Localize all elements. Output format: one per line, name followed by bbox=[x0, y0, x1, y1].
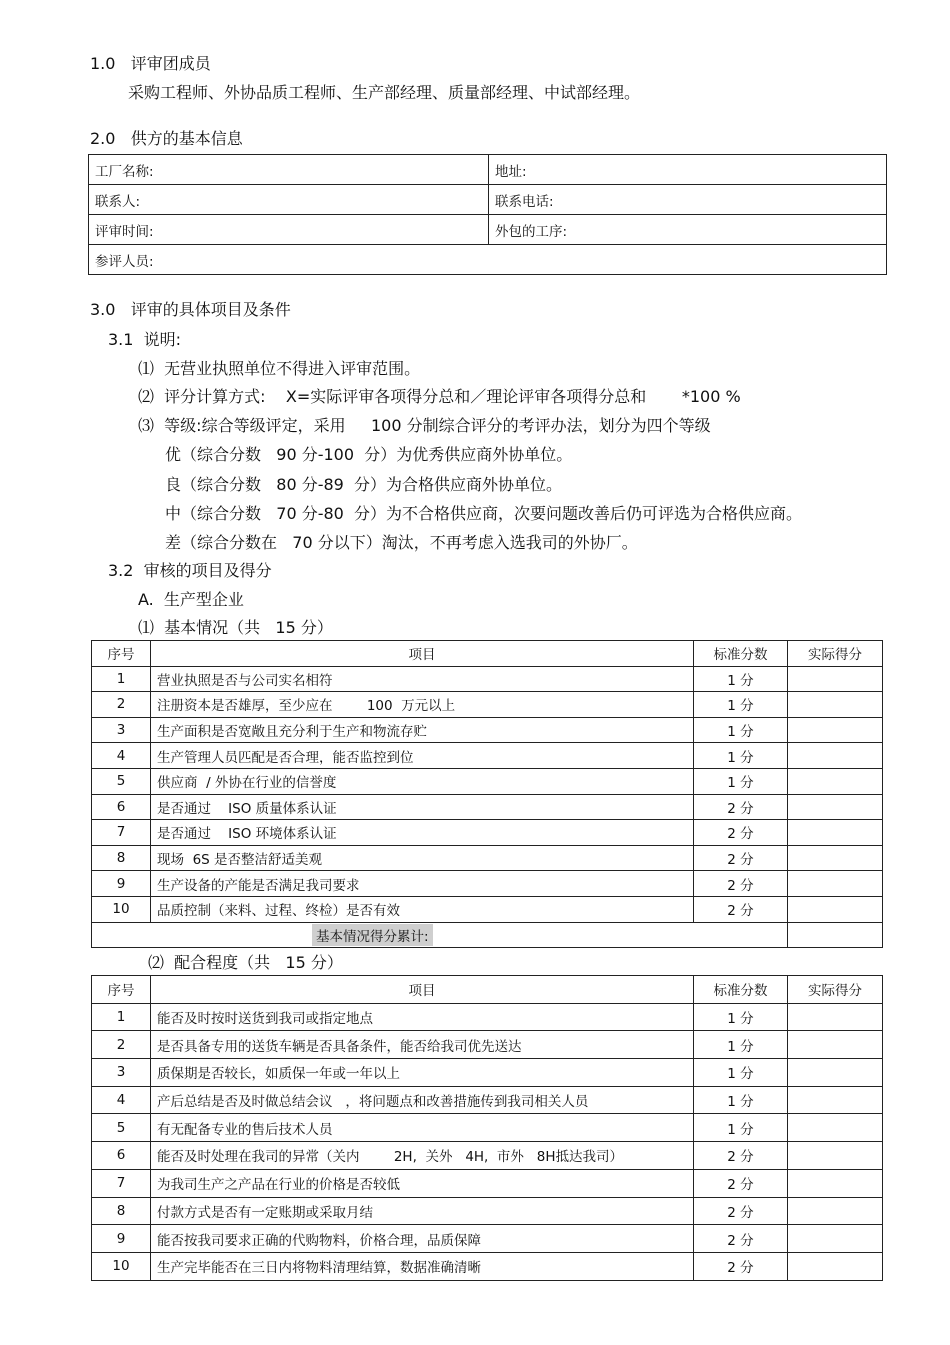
row-actual-score-cell[interactable] bbox=[788, 666, 883, 692]
row-standard-score: 1 分 bbox=[694, 717, 788, 743]
contact-person-field[interactable]: 联系人: bbox=[89, 185, 489, 215]
row-actual-score-cell[interactable] bbox=[788, 743, 883, 769]
row-standard-score: 1 分 bbox=[694, 1003, 788, 1031]
row-no: 6 bbox=[92, 1142, 151, 1170]
table-row bbox=[92, 666, 883, 692]
section-3-2-heading: 3.2 审核的项目及得分 bbox=[108, 561, 272, 580]
row-actual-score-cell[interactable] bbox=[788, 820, 883, 846]
row-standard-score: 1 分 bbox=[694, 1086, 788, 1114]
row-standard-score: 2 分 bbox=[694, 794, 788, 820]
row-item: 供应商 / 外协在行业的信誉度 bbox=[151, 768, 694, 794]
row-no: 8 bbox=[92, 1197, 151, 1225]
row-actual-score-cell[interactable] bbox=[788, 1003, 883, 1031]
row-standard-score: 1 分 bbox=[694, 768, 788, 794]
table-row bbox=[92, 845, 883, 871]
row-no: 9 bbox=[92, 871, 151, 897]
review-time-field[interactable]: 评审时间: bbox=[89, 215, 489, 245]
table-header-row bbox=[92, 976, 883, 1004]
participants-field[interactable]: 参评人员: bbox=[89, 245, 887, 275]
subtotal-label: 基本情况得分累计: bbox=[312, 924, 433, 946]
table-row bbox=[92, 794, 883, 820]
row-actual-score-cell[interactable] bbox=[788, 768, 883, 794]
category-a-heading: A. 生产型企业 bbox=[138, 590, 244, 609]
row-no: 2 bbox=[92, 692, 151, 718]
row-item: 付款方式是否有一定账期或采取月结 bbox=[151, 1197, 694, 1225]
section-1-heading: 1.0 评审团成员 bbox=[90, 54, 211, 73]
section-3-heading: 3.0 评审的具体项目及条件 bbox=[90, 300, 291, 319]
table-header-row bbox=[92, 641, 883, 667]
row-no: 7 bbox=[92, 820, 151, 846]
row-no: 1 bbox=[92, 1003, 151, 1031]
note-3-grades: ⑶ 等级:综合等级评定，采用 100 分制综合评分的考评办法，划分为四个等级 bbox=[138, 416, 711, 435]
row-item: 品质控制（来料、过程、终检）是否有效 bbox=[151, 896, 694, 922]
row-no: 3 bbox=[92, 717, 151, 743]
row-actual-score-cell[interactable] bbox=[788, 1225, 883, 1253]
row-no: 4 bbox=[92, 743, 151, 769]
row-no: 5 bbox=[92, 1114, 151, 1142]
row-no: 10 bbox=[92, 896, 151, 922]
table-row bbox=[92, 1142, 883, 1170]
header-item: 项目 bbox=[151, 641, 694, 667]
row-standard-score: 2 分 bbox=[694, 871, 788, 897]
header-no: 序号 bbox=[92, 641, 151, 667]
row-actual-score-cell[interactable] bbox=[788, 1169, 883, 1197]
table-2-title: ⑵ 配合程度（共 15 分） bbox=[148, 953, 343, 972]
row-actual-score-cell[interactable] bbox=[788, 1059, 883, 1087]
row-item: 为我司生产之产品在行业的价格是否较低 bbox=[151, 1169, 694, 1197]
row-actual-score-cell[interactable] bbox=[788, 1252, 883, 1280]
row-item: 是否通过 ISO 质量体系认证 bbox=[151, 794, 694, 820]
row-no: 3 bbox=[92, 1059, 151, 1087]
row-actual-score-cell[interactable] bbox=[788, 1086, 883, 1114]
table-row bbox=[92, 820, 883, 846]
row-item: 质保期是否较长，如质保一年或一年以上 bbox=[151, 1059, 694, 1087]
row-item: 生产设备的产能是否满足我司要求 bbox=[151, 871, 694, 897]
row-actual-score-cell[interactable] bbox=[788, 1142, 883, 1170]
row-item: 是否通过 ISO 环境体系认证 bbox=[151, 820, 694, 846]
table-row bbox=[92, 1114, 883, 1142]
header-actual-score: 实际得分 bbox=[788, 641, 883, 667]
table-row bbox=[92, 717, 883, 743]
row-standard-score: 2 分 bbox=[694, 1142, 788, 1170]
header-standard-score: 标准分数 bbox=[694, 641, 788, 667]
row-no: 5 bbox=[92, 768, 151, 794]
section-3-1-heading: 3.1 说明: bbox=[108, 330, 182, 349]
grade-good: 良（综合分数 80 分-89 分）为合格供应商外协单位。 bbox=[165, 475, 563, 494]
row-no: 2 bbox=[92, 1031, 151, 1059]
row-no: 9 bbox=[92, 1225, 151, 1253]
table-row bbox=[92, 1252, 883, 1280]
header-no: 序号 bbox=[92, 976, 151, 1004]
table-row bbox=[92, 743, 883, 769]
header-item: 项目 bbox=[151, 976, 694, 1004]
outsourced-process-field[interactable]: 外包的工序: bbox=[489, 215, 887, 245]
table-row bbox=[92, 1197, 883, 1225]
row-actual-score-cell[interactable] bbox=[788, 896, 883, 922]
note-2-formula: ⑵ 评分计算方式: X=实际评审各项得分总和／理论评审各项得分总和 *100 % bbox=[138, 387, 741, 406]
table-row bbox=[92, 1031, 883, 1059]
row-standard-score: 1 分 bbox=[694, 743, 788, 769]
table-row bbox=[92, 1086, 883, 1114]
table-1-title: ⑴ 基本情况（共 15 分） bbox=[138, 618, 333, 637]
table-row bbox=[92, 768, 883, 794]
row-actual-score-cell[interactable] bbox=[788, 1114, 883, 1142]
row-standard-score: 1 分 bbox=[694, 1059, 788, 1087]
factory-name-field[interactable]: 工厂名称: bbox=[89, 155, 489, 185]
row-no: 6 bbox=[92, 794, 151, 820]
header-standard-score: 标准分数 bbox=[694, 976, 788, 1004]
row-actual-score-cell[interactable] bbox=[788, 1031, 883, 1059]
contact-phone-field[interactable]: 联系电话: bbox=[489, 185, 887, 215]
row-standard-score: 2 分 bbox=[694, 1197, 788, 1225]
row-standard-score: 2 分 bbox=[694, 1252, 788, 1280]
note-1: ⑴ 无营业执照单位不得进入评审范围。 bbox=[138, 359, 421, 378]
row-item: 注册资本是否雄厚，至少应在 100 万元以上 bbox=[151, 692, 694, 718]
table-row bbox=[92, 896, 883, 922]
row-actual-score-cell[interactable] bbox=[788, 871, 883, 897]
table-row bbox=[92, 1169, 883, 1197]
row-standard-score: 2 分 bbox=[694, 1169, 788, 1197]
row-actual-score-cell[interactable] bbox=[788, 717, 883, 743]
cooperation-table bbox=[91, 975, 883, 1281]
header-actual-score: 实际得分 bbox=[788, 976, 883, 1004]
row-item: 生产管理人员匹配是否合理，能否监控到位 bbox=[151, 743, 694, 769]
row-item: 能否及时按时送货到我司或指定地点 bbox=[151, 1003, 694, 1031]
subtotal-label-cell bbox=[92, 922, 788, 948]
address-field[interactable]: 地址: bbox=[489, 155, 887, 185]
row-no: 10 bbox=[92, 1252, 151, 1280]
row-item: 生产完毕能否在三日内将物料清理结算，数据准确清晰 bbox=[151, 1252, 694, 1280]
row-item: 营业执照是否与公司实名相符 bbox=[151, 666, 694, 692]
row-actual-score-cell[interactable] bbox=[788, 692, 883, 718]
row-item: 产后总结是否及时做总结会议 ，将问题点和改善措施传到我司相关人员 bbox=[151, 1086, 694, 1114]
review-team-members: 采购工程师、外协品质工程师、生产部经理、质量部经理、中试部经理。 bbox=[128, 83, 641, 102]
row-no: 8 bbox=[92, 845, 151, 871]
row-standard-score: 1 分 bbox=[694, 666, 788, 692]
row-standard-score: 1 分 bbox=[694, 1114, 788, 1142]
table-row bbox=[92, 1003, 883, 1031]
row-standard-score: 1 分 bbox=[694, 692, 788, 718]
grade-poor: 差（综合分数在 70 分以下）淘汰，不再考虑入选我司的外协厂。 bbox=[165, 533, 638, 552]
row-item: 现场 6S 是否整洁舒适美观 bbox=[151, 845, 694, 871]
row-standard-score: 2 分 bbox=[694, 1225, 788, 1253]
section-2-heading: 2.0 供方的基本信息 bbox=[90, 129, 243, 148]
table-row bbox=[92, 1059, 883, 1087]
subtotal-row bbox=[92, 922, 883, 948]
row-standard-score: 1 分 bbox=[694, 1031, 788, 1059]
row-standard-score: 2 分 bbox=[694, 820, 788, 846]
row-no: 1 bbox=[92, 666, 151, 692]
table-row bbox=[92, 692, 883, 718]
row-item: 能否按我司要求正确的代购物料，价格合理，品质保障 bbox=[151, 1225, 694, 1253]
grade-excellent: 优（综合分数 90 分-100 分）为优秀供应商外协单位。 bbox=[165, 445, 573, 464]
row-no: 4 bbox=[92, 1086, 151, 1114]
row-standard-score: 2 分 bbox=[694, 845, 788, 871]
basic-situation-table bbox=[91, 640, 883, 948]
row-standard-score: 2 分 bbox=[694, 896, 788, 922]
row-actual-score-cell[interactable] bbox=[788, 794, 883, 820]
row-actual-score-cell[interactable] bbox=[788, 1197, 883, 1225]
row-item: 生产面积是否宽敞且充分利于生产和物流存贮 bbox=[151, 717, 694, 743]
table-row bbox=[92, 871, 883, 897]
table-row bbox=[92, 1225, 883, 1253]
supplier-info-table bbox=[88, 154, 887, 275]
row-item: 能否及时处理在我司的异常（关内 2H, 关外 4H, 市外 8H抵达我司） bbox=[151, 1142, 694, 1170]
row-no: 7 bbox=[92, 1169, 151, 1197]
grade-medium: 中（综合分数 70 分-80 分）为不合格供应商，次要问题改善后仍可评选为合格供应商。 bbox=[165, 504, 803, 523]
row-item: 是否具备专用的送货车辆是否具备条件，能否给我司优先送达 bbox=[151, 1031, 694, 1059]
row-actual-score-cell[interactable] bbox=[788, 845, 883, 871]
row-item: 有无配备专业的售后技术人员 bbox=[151, 1114, 694, 1142]
subtotal-value-cell[interactable] bbox=[788, 922, 883, 948]
